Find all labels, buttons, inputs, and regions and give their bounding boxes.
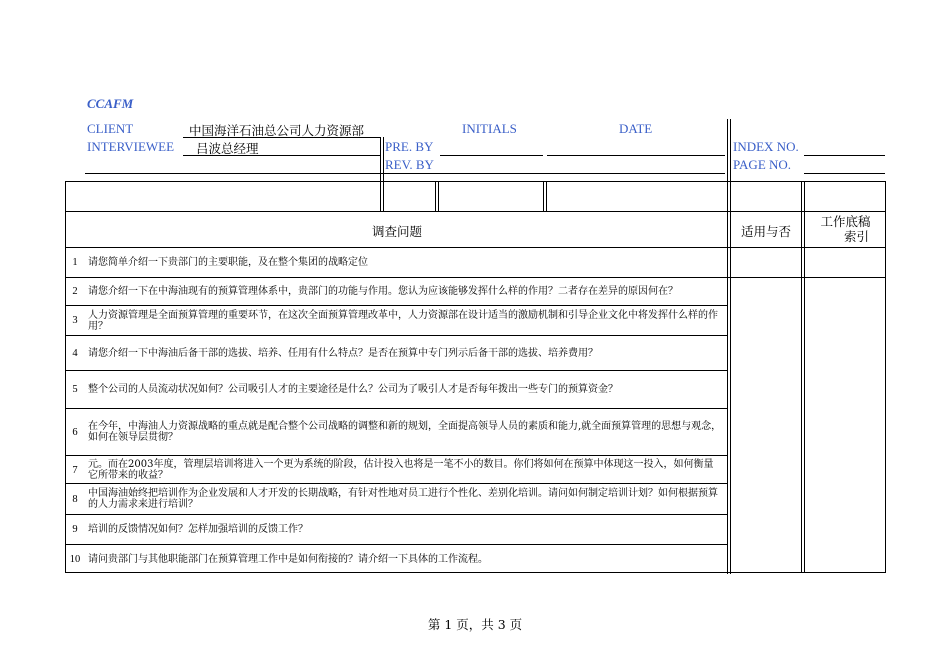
question-text: 中国海油始终把培训作为企业发展和人才开发的长期战略，有针对性地对员工进行个性化、差别化培训。请问如何制定培训计划？如何根据预算的人力需求来进行培训？ [88, 488, 718, 510]
question-text: 培训的反馈情况如何？怎样加强培训的反馈工作？ [88, 524, 308, 535]
header-divider [435, 181, 439, 211]
interviewee-underline [183, 155, 380, 156]
row-number: 2 [72, 286, 78, 297]
page-no-line [804, 173, 885, 174]
row-number: 5 [72, 384, 78, 395]
logo: CCAFM [87, 96, 134, 111]
interviewee-label: INTERVIEWEE [87, 139, 175, 154]
header-divider [543, 181, 547, 211]
row-number: 1 [72, 257, 78, 268]
row-number: 8 [72, 493, 78, 505]
table-right-border [885, 181, 886, 573]
table-row [66, 248, 728, 277]
index-no-label: INDEX NO. [733, 139, 799, 154]
question-text: 请您介绍一下在中海油现有的预算管理体系中，贵部门的功能与作用。您认为应该能够发挥什么样的作用？二者存在差异的原因何在？ [88, 286, 678, 297]
column-header-index-line1: 工作底稿 [820, 214, 871, 229]
table-row [66, 371, 728, 408]
pre-by-label: PRE. BY [385, 139, 434, 154]
row-number: 3 [72, 315, 78, 326]
column-header-index [806, 214, 885, 244]
column-header-applicable: 适用与否 [740, 224, 791, 239]
header-bottom-rule [85, 173, 725, 174]
row-number: 9 [72, 524, 78, 535]
question-text: 元。而在2003年度，管理层培训将进入一个更为系统的阶段，估计投入也将是一笔不小的数目。你们将如何在预算中体现这一投入，如何衡量它所带来的收益？ [88, 459, 714, 481]
pre-by-initials-line [440, 155, 543, 156]
question-text: 在今年，中海油人力资源战略的重点就是配合整个公司战略的调整和新的规划，全面提高领导人员的素质和能力,就全面预算管理的思想与观念，如何在领导层贯彻？ [88, 421, 722, 443]
index-column-divider [801, 181, 805, 573]
question-text: 整个公司的人员流动状况如何？公司吸引人才的主要途径是什么？公司为了吸引人才是否每年拨出一些专门的预算资金？ [88, 384, 618, 395]
row-number: 10 [69, 553, 81, 565]
pre-by-date-line [547, 155, 725, 156]
row-number: 7 [72, 464, 78, 476]
table-row [66, 545, 728, 573]
page-no-label: PAGE NO. [733, 157, 792, 172]
table-top-border [65, 181, 885, 182]
table-row [66, 484, 728, 514]
table-row [66, 515, 728, 544]
table-row [66, 306, 728, 335]
row-number: 6 [72, 426, 78, 438]
row-number: 4 [72, 347, 78, 359]
column-header-index-line2: 索引 [843, 229, 869, 244]
interviewee-value: 吕波总经理 [196, 141, 259, 156]
index-no-line [804, 155, 885, 156]
question-text: 请您简单介绍一下贵部门的主要职能，及在整个集团的战略定位 [88, 257, 368, 268]
question-text: 人力资源管理是全面预算管理的重要环节，在这次全面预算管理改革中，人力资源部在设计适当的激励机制和引导企业文化中将发挥什么样的作用？ [88, 309, 718, 332]
table-row [66, 456, 728, 484]
initials-label: INITIALS [462, 121, 517, 136]
page-footer: 第 1 页，共 3 页 [427, 617, 523, 632]
table-row-border [65, 211, 885, 212]
client-underline [183, 137, 380, 138]
header-divider [380, 137, 384, 211]
table-row [66, 336, 728, 370]
question-text: 请问贵部门与其他职能部门在预算管理工作中是如何衔接的？请介绍一下具体的工作流程。 [88, 553, 488, 565]
client-value: 中国海洋石油总公司人力资源部 [189, 123, 365, 138]
table-row [66, 278, 728, 305]
client-label: CLIENT [87, 121, 134, 136]
question-text: 请您介绍一下中海油后备干部的选拔、培养、任用有什么特点？是否在预算中专门列示后备干部的选拔、培养费用？ [88, 347, 598, 359]
table-row [66, 409, 728, 455]
date-label: DATE [619, 121, 653, 136]
row-separator [801, 277, 885, 278]
column-header-question: 调查问题 [371, 224, 422, 239]
rev-by-label: REV. BY [385, 157, 434, 172]
